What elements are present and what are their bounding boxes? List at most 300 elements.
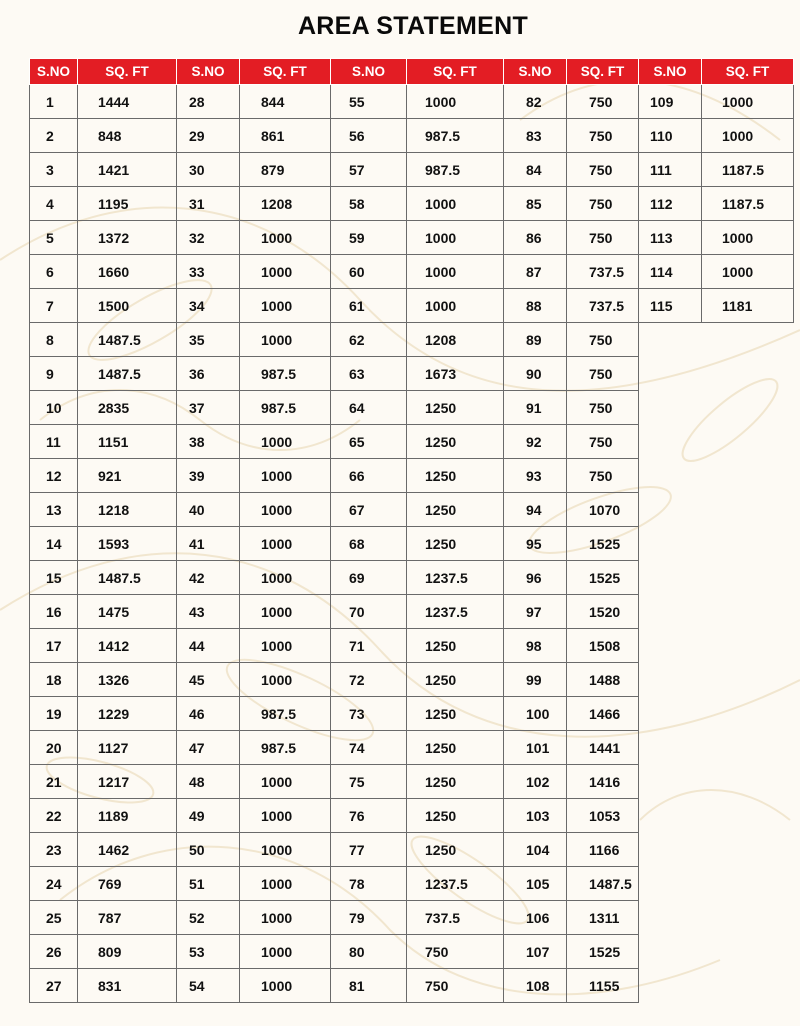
table-row — [30, 935, 794, 969]
sno-cell: 51 — [177, 867, 240, 901]
sqft-cell: 1500 — [78, 289, 177, 323]
header-row — [30, 59, 794, 85]
sqft-cell: 1000 — [240, 629, 331, 663]
sno-cell: 86 — [504, 221, 567, 255]
empty-cell — [702, 765, 794, 799]
sno-cell: 13 — [30, 493, 78, 527]
sqft-cell: 1000 — [407, 187, 504, 221]
sno-cell: 16 — [30, 595, 78, 629]
sno-cell: 112 — [639, 187, 702, 221]
sqft-cell: 1250 — [407, 663, 504, 697]
column-header: S.NO — [639, 59, 702, 85]
sqft-cell: 1053 — [567, 799, 639, 833]
sqft-cell: 1250 — [407, 629, 504, 663]
sqft-cell: 1487.5 — [78, 323, 177, 357]
sno-cell: 101 — [504, 731, 567, 765]
sno-cell: 75 — [331, 765, 407, 799]
sno-cell: 23 — [30, 833, 78, 867]
table-row — [30, 629, 794, 663]
sno-cell: 64 — [331, 391, 407, 425]
empty-cell — [702, 799, 794, 833]
table-row — [30, 323, 794, 357]
table-row — [30, 561, 794, 595]
table-row — [30, 85, 794, 119]
sqft-cell: 1520 — [567, 595, 639, 629]
column-header: SQ. FT — [78, 59, 177, 85]
sqft-cell: 921 — [78, 459, 177, 493]
sno-cell: 50 — [177, 833, 240, 867]
empty-cell — [639, 493, 702, 527]
empty-cell — [639, 799, 702, 833]
sno-cell: 31 — [177, 187, 240, 221]
table-row — [30, 289, 794, 323]
empty-cell — [702, 697, 794, 731]
sno-cell: 83 — [504, 119, 567, 153]
table-row — [30, 221, 794, 255]
sqft-cell: 1000 — [702, 221, 794, 255]
table-row — [30, 969, 794, 1003]
sqft-cell: 1487.5 — [567, 867, 639, 901]
sno-cell: 46 — [177, 697, 240, 731]
empty-cell — [639, 595, 702, 629]
sqft-cell: 2835 — [78, 391, 177, 425]
empty-cell — [702, 629, 794, 663]
sqft-cell: 769 — [78, 867, 177, 901]
sno-cell: 9 — [30, 357, 78, 391]
sno-cell: 35 — [177, 323, 240, 357]
sno-cell: 71 — [331, 629, 407, 663]
sqft-cell: 809 — [78, 935, 177, 969]
sqft-cell: 844 — [240, 85, 331, 119]
sqft-cell: 1250 — [407, 527, 504, 561]
sqft-cell: 1660 — [78, 255, 177, 289]
sqft-cell: 737.5 — [407, 901, 504, 935]
empty-cell — [639, 969, 702, 1003]
sno-cell: 73 — [331, 697, 407, 731]
sno-cell: 79 — [331, 901, 407, 935]
sqft-cell: 1000 — [407, 221, 504, 255]
page-title: AREA STATEMENT — [297, 12, 529, 40]
table-row — [30, 493, 794, 527]
sqft-cell: 1487.5 — [78, 357, 177, 391]
sno-cell: 90 — [504, 357, 567, 391]
sqft-cell: 1000 — [240, 799, 331, 833]
empty-cell — [639, 901, 702, 935]
sqft-cell: 1187.5 — [702, 187, 794, 221]
sno-cell: 38 — [177, 425, 240, 459]
sqft-cell: 1250 — [407, 697, 504, 731]
sno-cell: 110 — [639, 119, 702, 153]
empty-cell — [639, 425, 702, 459]
sno-cell: 61 — [331, 289, 407, 323]
sno-cell: 55 — [331, 85, 407, 119]
sno-cell: 84 — [504, 153, 567, 187]
empty-cell — [639, 561, 702, 595]
sno-cell: 28 — [177, 85, 240, 119]
sqft-cell: 1189 — [78, 799, 177, 833]
sqft-cell: 1250 — [407, 391, 504, 425]
sqft-cell: 1000 — [240, 969, 331, 1003]
sqft-cell: 1070 — [567, 493, 639, 527]
sno-cell: 96 — [504, 561, 567, 595]
sno-cell: 97 — [504, 595, 567, 629]
sqft-cell: 1237.5 — [407, 595, 504, 629]
sqft-cell: 750 — [567, 221, 639, 255]
sqft-cell: 1000 — [240, 901, 331, 935]
sno-cell: 5 — [30, 221, 78, 255]
column-header: SQ. FT — [702, 59, 794, 85]
sno-cell: 34 — [177, 289, 240, 323]
sno-cell: 37 — [177, 391, 240, 425]
empty-cell — [702, 357, 794, 391]
sqft-cell: 750 — [407, 935, 504, 969]
empty-cell — [702, 935, 794, 969]
sno-cell: 95 — [504, 527, 567, 561]
sqft-cell: 1421 — [78, 153, 177, 187]
sno-cell: 32 — [177, 221, 240, 255]
empty-cell — [702, 459, 794, 493]
empty-cell — [639, 663, 702, 697]
sno-cell: 70 — [331, 595, 407, 629]
sqft-cell: 750 — [567, 323, 639, 357]
sno-cell: 26 — [30, 935, 78, 969]
sqft-cell: 1166 — [567, 833, 639, 867]
sqft-cell: 1000 — [240, 323, 331, 357]
sqft-cell: 861 — [240, 119, 331, 153]
empty-cell — [702, 867, 794, 901]
table-body — [30, 85, 794, 1003]
sqft-cell: 1488 — [567, 663, 639, 697]
sno-cell: 30 — [177, 153, 240, 187]
empty-cell — [702, 595, 794, 629]
sno-cell: 15 — [30, 561, 78, 595]
sno-cell: 76 — [331, 799, 407, 833]
sno-cell: 111 — [639, 153, 702, 187]
sno-cell: 113 — [639, 221, 702, 255]
sqft-cell: 1000 — [240, 221, 331, 255]
sqft-cell: 750 — [567, 391, 639, 425]
sqft-cell: 737.5 — [567, 289, 639, 323]
sno-cell: 36 — [177, 357, 240, 391]
table-row — [30, 867, 794, 901]
sqft-cell: 1250 — [407, 799, 504, 833]
sqft-cell: 750 — [567, 187, 639, 221]
sno-cell: 60 — [331, 255, 407, 289]
empty-cell — [639, 765, 702, 799]
sno-cell: 80 — [331, 935, 407, 969]
sqft-cell: 987.5 — [240, 391, 331, 425]
table-row — [30, 833, 794, 867]
sqft-cell: 1673 — [407, 357, 504, 391]
sqft-cell: 1000 — [240, 833, 331, 867]
sqft-cell: 987.5 — [240, 731, 331, 765]
empty-cell — [639, 323, 702, 357]
sno-cell: 39 — [177, 459, 240, 493]
sqft-cell: 1000 — [240, 561, 331, 595]
sqft-cell: 1127 — [78, 731, 177, 765]
sqft-cell: 1187.5 — [702, 153, 794, 187]
sno-cell: 88 — [504, 289, 567, 323]
table-row — [30, 901, 794, 935]
sno-cell: 19 — [30, 697, 78, 731]
sno-cell: 44 — [177, 629, 240, 663]
table-row — [30, 765, 794, 799]
sno-cell: 103 — [504, 799, 567, 833]
sno-cell: 63 — [331, 357, 407, 391]
table-row — [30, 187, 794, 221]
sno-cell: 18 — [30, 663, 78, 697]
column-header: SQ. FT — [240, 59, 331, 85]
sqft-cell: 1000 — [240, 289, 331, 323]
sno-cell: 20 — [30, 731, 78, 765]
sqft-cell: 750 — [567, 153, 639, 187]
sno-cell: 52 — [177, 901, 240, 935]
table-row — [30, 153, 794, 187]
empty-cell — [639, 357, 702, 391]
sno-cell: 68 — [331, 527, 407, 561]
sno-cell: 33 — [177, 255, 240, 289]
sqft-cell: 1000 — [407, 85, 504, 119]
sqft-cell: 987.5 — [240, 357, 331, 391]
table-row — [30, 425, 794, 459]
sqft-cell: 1000 — [240, 255, 331, 289]
sqft-cell: 1237.5 — [407, 867, 504, 901]
sno-cell: 104 — [504, 833, 567, 867]
sqft-cell: 1250 — [407, 425, 504, 459]
sno-cell: 59 — [331, 221, 407, 255]
sqft-cell: 1525 — [567, 527, 639, 561]
sqft-cell: 1508 — [567, 629, 639, 663]
sno-cell: 48 — [177, 765, 240, 799]
empty-cell — [702, 561, 794, 595]
table-row — [30, 119, 794, 153]
sno-cell: 77 — [331, 833, 407, 867]
empty-cell — [639, 731, 702, 765]
sqft-cell: 1475 — [78, 595, 177, 629]
sqft-cell: 1000 — [240, 867, 331, 901]
sqft-cell: 1208 — [240, 187, 331, 221]
sno-cell: 47 — [177, 731, 240, 765]
sqft-cell: 1250 — [407, 459, 504, 493]
table-row — [30, 697, 794, 731]
column-header: S.NO — [30, 59, 78, 85]
sqft-cell: 1217 — [78, 765, 177, 799]
empty-cell — [639, 935, 702, 969]
sqft-cell: 1466 — [567, 697, 639, 731]
table-row — [30, 799, 794, 833]
sno-cell: 6 — [30, 255, 78, 289]
sqft-cell: 1462 — [78, 833, 177, 867]
sno-cell: 62 — [331, 323, 407, 357]
sno-cell: 91 — [504, 391, 567, 425]
sno-cell: 102 — [504, 765, 567, 799]
sno-cell: 92 — [504, 425, 567, 459]
sno-cell: 107 — [504, 935, 567, 969]
sqft-cell: 1000 — [240, 425, 331, 459]
sqft-cell: 1000 — [702, 255, 794, 289]
sqft-cell: 1208 — [407, 323, 504, 357]
sno-cell: 8 — [30, 323, 78, 357]
sno-cell: 106 — [504, 901, 567, 935]
sno-cell: 24 — [30, 867, 78, 901]
sqft-cell: 1000 — [240, 935, 331, 969]
sqft-cell: 987.5 — [407, 119, 504, 153]
sno-cell: 100 — [504, 697, 567, 731]
area-statement-table — [29, 58, 794, 1003]
sno-cell: 94 — [504, 493, 567, 527]
sno-cell: 12 — [30, 459, 78, 493]
sqft-cell: 1000 — [240, 459, 331, 493]
table-row — [30, 527, 794, 561]
sno-cell: 58 — [331, 187, 407, 221]
sno-cell: 85 — [504, 187, 567, 221]
column-header: S.NO — [504, 59, 567, 85]
empty-cell — [639, 629, 702, 663]
sno-cell: 22 — [30, 799, 78, 833]
sqft-cell: 737.5 — [567, 255, 639, 289]
sqft-cell: 750 — [567, 425, 639, 459]
table-row — [30, 595, 794, 629]
column-header: S.NO — [177, 59, 240, 85]
sqft-cell: 1155 — [567, 969, 639, 1003]
empty-cell — [639, 833, 702, 867]
sno-cell: 66 — [331, 459, 407, 493]
sno-cell: 72 — [331, 663, 407, 697]
sqft-cell: 1195 — [78, 187, 177, 221]
sno-cell: 45 — [177, 663, 240, 697]
column-header: SQ. FT — [407, 59, 504, 85]
empty-cell — [702, 663, 794, 697]
sqft-cell: 848 — [78, 119, 177, 153]
sno-cell: 114 — [639, 255, 702, 289]
sqft-cell: 1000 — [240, 493, 331, 527]
empty-cell — [702, 833, 794, 867]
empty-cell — [639, 391, 702, 425]
table-row — [30, 663, 794, 697]
sqft-cell: 1372 — [78, 221, 177, 255]
sqft-cell: 750 — [567, 119, 639, 153]
sno-cell: 65 — [331, 425, 407, 459]
table-row — [30, 731, 794, 765]
empty-cell — [702, 425, 794, 459]
sno-cell: 82 — [504, 85, 567, 119]
sqft-cell: 1237.5 — [407, 561, 504, 595]
sqft-cell: 1487.5 — [78, 561, 177, 595]
sno-cell: 10 — [30, 391, 78, 425]
sqft-cell: 1441 — [567, 731, 639, 765]
sqft-cell: 1151 — [78, 425, 177, 459]
sno-cell: 108 — [504, 969, 567, 1003]
sno-cell: 89 — [504, 323, 567, 357]
empty-cell — [639, 459, 702, 493]
sno-cell: 14 — [30, 527, 78, 561]
sqft-cell: 787 — [78, 901, 177, 935]
sno-cell: 93 — [504, 459, 567, 493]
sqft-cell: 1250 — [407, 493, 504, 527]
sqft-cell: 1000 — [240, 527, 331, 561]
sqft-cell: 1000 — [702, 85, 794, 119]
sno-cell: 25 — [30, 901, 78, 935]
sno-cell: 17 — [30, 629, 78, 663]
table-row — [30, 357, 794, 391]
sqft-cell: 1000 — [240, 595, 331, 629]
sno-cell: 4 — [30, 187, 78, 221]
sqft-cell: 987.5 — [407, 153, 504, 187]
table-row — [30, 459, 794, 493]
sno-cell: 54 — [177, 969, 240, 1003]
sqft-cell: 750 — [567, 459, 639, 493]
sqft-cell: 1250 — [407, 833, 504, 867]
table-row — [30, 255, 794, 289]
sqft-cell: 1000 — [702, 119, 794, 153]
sno-cell: 87 — [504, 255, 567, 289]
empty-cell — [702, 527, 794, 561]
sqft-cell: 1229 — [78, 697, 177, 731]
sno-cell: 42 — [177, 561, 240, 595]
empty-cell — [702, 901, 794, 935]
sno-cell: 115 — [639, 289, 702, 323]
sno-cell: 7 — [30, 289, 78, 323]
empty-cell — [702, 969, 794, 1003]
sno-cell: 1 — [30, 85, 78, 119]
sno-cell: 78 — [331, 867, 407, 901]
sqft-cell: 1593 — [78, 527, 177, 561]
sno-cell: 11 — [30, 425, 78, 459]
sqft-cell: 1412 — [78, 629, 177, 663]
column-header: S.NO — [331, 59, 407, 85]
sno-cell: 67 — [331, 493, 407, 527]
sno-cell: 49 — [177, 799, 240, 833]
empty-cell — [639, 527, 702, 561]
sno-cell: 43 — [177, 595, 240, 629]
empty-cell — [702, 731, 794, 765]
sqft-cell: 1525 — [567, 561, 639, 595]
sno-cell: 41 — [177, 527, 240, 561]
sno-cell: 69 — [331, 561, 407, 595]
sqft-cell: 831 — [78, 969, 177, 1003]
sqft-cell: 1311 — [567, 901, 639, 935]
column-header: SQ. FT — [567, 59, 639, 85]
empty-cell — [639, 697, 702, 731]
empty-cell — [702, 493, 794, 527]
sqft-cell: 750 — [407, 969, 504, 1003]
sno-cell: 56 — [331, 119, 407, 153]
sqft-cell: 750 — [567, 85, 639, 119]
empty-cell — [702, 323, 794, 357]
sqft-cell: 1444 — [78, 85, 177, 119]
sqft-cell: 1525 — [567, 935, 639, 969]
sqft-cell: 1326 — [78, 663, 177, 697]
sqft-cell: 987.5 — [240, 697, 331, 731]
sno-cell: 3 — [30, 153, 78, 187]
sqft-cell: 1000 — [240, 663, 331, 697]
sqft-cell: 1181 — [702, 289, 794, 323]
sno-cell: 57 — [331, 153, 407, 187]
sno-cell: 109 — [639, 85, 702, 119]
sqft-cell: 1250 — [407, 731, 504, 765]
sqft-cell: 1000 — [407, 289, 504, 323]
sno-cell: 29 — [177, 119, 240, 153]
sno-cell: 98 — [504, 629, 567, 663]
sqft-cell: 1000 — [240, 765, 331, 799]
empty-cell — [639, 867, 702, 901]
table-row — [30, 391, 794, 425]
sqft-cell: 1000 — [407, 255, 504, 289]
sno-cell: 21 — [30, 765, 78, 799]
sno-cell: 53 — [177, 935, 240, 969]
sno-cell: 2 — [30, 119, 78, 153]
sno-cell: 99 — [504, 663, 567, 697]
